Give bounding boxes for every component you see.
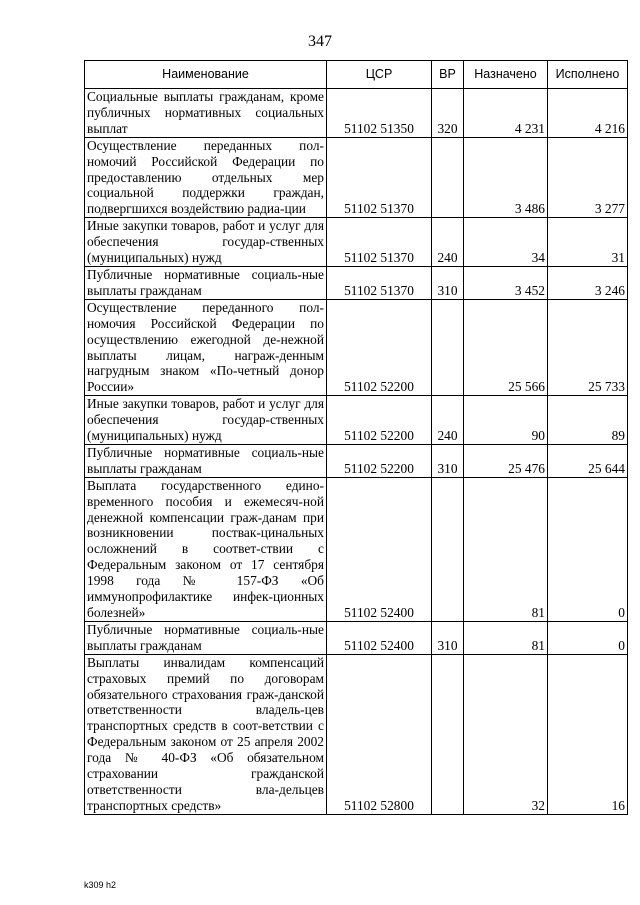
row-planned: 3 486 bbox=[464, 137, 548, 218]
row-name: Публичные нормативные социаль-ные выплаты гражданам bbox=[85, 621, 327, 654]
row-vr: 310 bbox=[432, 621, 464, 654]
table-row bbox=[85, 266, 628, 299]
row-vr: 320 bbox=[432, 89, 464, 138]
row-code: 51102 51350 bbox=[327, 89, 432, 138]
row-name: Выплаты инвалидам компенсаций страховых премий по договорам обязательного страхования граж-данской ответственности владель-цев транспортных средств в соот-ветствии с Федеральным законом от 25 апреля 2002 года № 40-ФЗ «Об обязательном страховании гражданской ответственности вла-дельцев транспортных средств» bbox=[85, 654, 327, 814]
row-executed: 3 277 bbox=[548, 137, 628, 218]
row-code: 51102 51370 bbox=[327, 137, 432, 218]
row-vr: 310 bbox=[432, 266, 464, 299]
table-row bbox=[85, 218, 628, 267]
header-vr: ВР bbox=[432, 61, 464, 89]
row-executed: 16 bbox=[548, 654, 628, 814]
row-planned: 81 bbox=[464, 477, 548, 621]
table-row bbox=[85, 477, 628, 621]
row-vr bbox=[432, 477, 464, 621]
row-planned: 81 bbox=[464, 621, 548, 654]
row-executed: 0 bbox=[548, 477, 628, 621]
row-name: Иные закупки товаров, работ и услуг для обеспечения государ-ственных (муниципальных) нужд bbox=[85, 218, 327, 267]
table-row bbox=[85, 299, 628, 395]
row-executed: 3 246 bbox=[548, 266, 628, 299]
table-body bbox=[85, 89, 628, 815]
table-header-row bbox=[85, 61, 628, 89]
row-name: Выплата государственного едино-временного пособия и ежемесяч-ной денежной компенсации граж-данам при возникновении поствак-цинальных осложнений в соответ-ствии с Федеральным законом от 17 сентября 1998 года № 157-ФЗ «Об иммунопрофилактике инфек-ционных болезней» bbox=[85, 477, 327, 621]
row-code: 51102 52200 bbox=[327, 299, 432, 395]
header-code: ЦСР bbox=[327, 61, 432, 89]
row-code: 51102 52400 bbox=[327, 477, 432, 621]
row-name: Публичные нормативные социаль-ные выплаты гражданам bbox=[85, 266, 327, 299]
row-planned: 25 476 bbox=[464, 444, 548, 477]
row-executed: 4 216 bbox=[548, 89, 628, 138]
row-vr: 240 bbox=[432, 396, 464, 445]
table-row bbox=[85, 396, 628, 445]
table-row bbox=[85, 621, 628, 654]
row-code: 51102 51370 bbox=[327, 266, 432, 299]
row-code: 51102 52200 bbox=[327, 444, 432, 477]
row-code: 51102 52400 bbox=[327, 621, 432, 654]
row-planned: 4 231 bbox=[464, 89, 548, 138]
row-vr bbox=[432, 299, 464, 395]
table-row bbox=[85, 654, 628, 814]
row-planned: 34 bbox=[464, 218, 548, 267]
row-planned: 25 566 bbox=[464, 299, 548, 395]
row-executed: 25 644 bbox=[548, 444, 628, 477]
page-number: 347 bbox=[308, 33, 332, 50]
row-vr bbox=[432, 137, 464, 218]
row-vr bbox=[432, 654, 464, 814]
table-row bbox=[85, 137, 628, 218]
row-executed: 0 bbox=[548, 621, 628, 654]
budget-table bbox=[84, 60, 628, 815]
row-code: 51102 51370 bbox=[327, 218, 432, 267]
header-executed: Исполнено bbox=[548, 61, 628, 89]
row-name: Публичные нормативные социаль-ные выплаты гражданам bbox=[85, 444, 327, 477]
header-planned: Назначено bbox=[464, 61, 548, 89]
row-code: 51102 52200 bbox=[327, 396, 432, 445]
row-vr: 310 bbox=[432, 444, 464, 477]
table-row bbox=[85, 444, 628, 477]
table-row bbox=[85, 89, 628, 138]
row-name: Осуществление переданных пол-номочий Российской Федерации по предоставлению отдельных мер социальной поддержки граждан, подвергшихся воздействию радиа-ции bbox=[85, 137, 327, 218]
row-executed: 25 733 bbox=[548, 299, 628, 395]
row-executed: 89 bbox=[548, 396, 628, 445]
row-planned: 3 452 bbox=[464, 266, 548, 299]
footer-code: k309 h2 bbox=[84, 880, 117, 890]
row-code: 51102 52800 bbox=[327, 654, 432, 814]
row-planned: 90 bbox=[464, 396, 548, 445]
header-name: Наименование bbox=[85, 61, 327, 89]
row-name: Социальные выплаты гражданам, кроме публичных нормативных социальных выплат bbox=[85, 89, 327, 138]
row-vr: 240 bbox=[432, 218, 464, 267]
row-executed: 31 bbox=[548, 218, 628, 267]
row-planned: 32 bbox=[464, 654, 548, 814]
row-name: Осуществление переданного пол-номочия Российской Федерации по осуществлению ежегодной де-нежной выплаты лицам, награж-денным нагрудным знаком «По-четный донор России» bbox=[85, 299, 327, 395]
row-name: Иные закупки товаров, работ и услуг для обеспечения государ-ственных (муниципальных) нужд bbox=[85, 396, 327, 445]
